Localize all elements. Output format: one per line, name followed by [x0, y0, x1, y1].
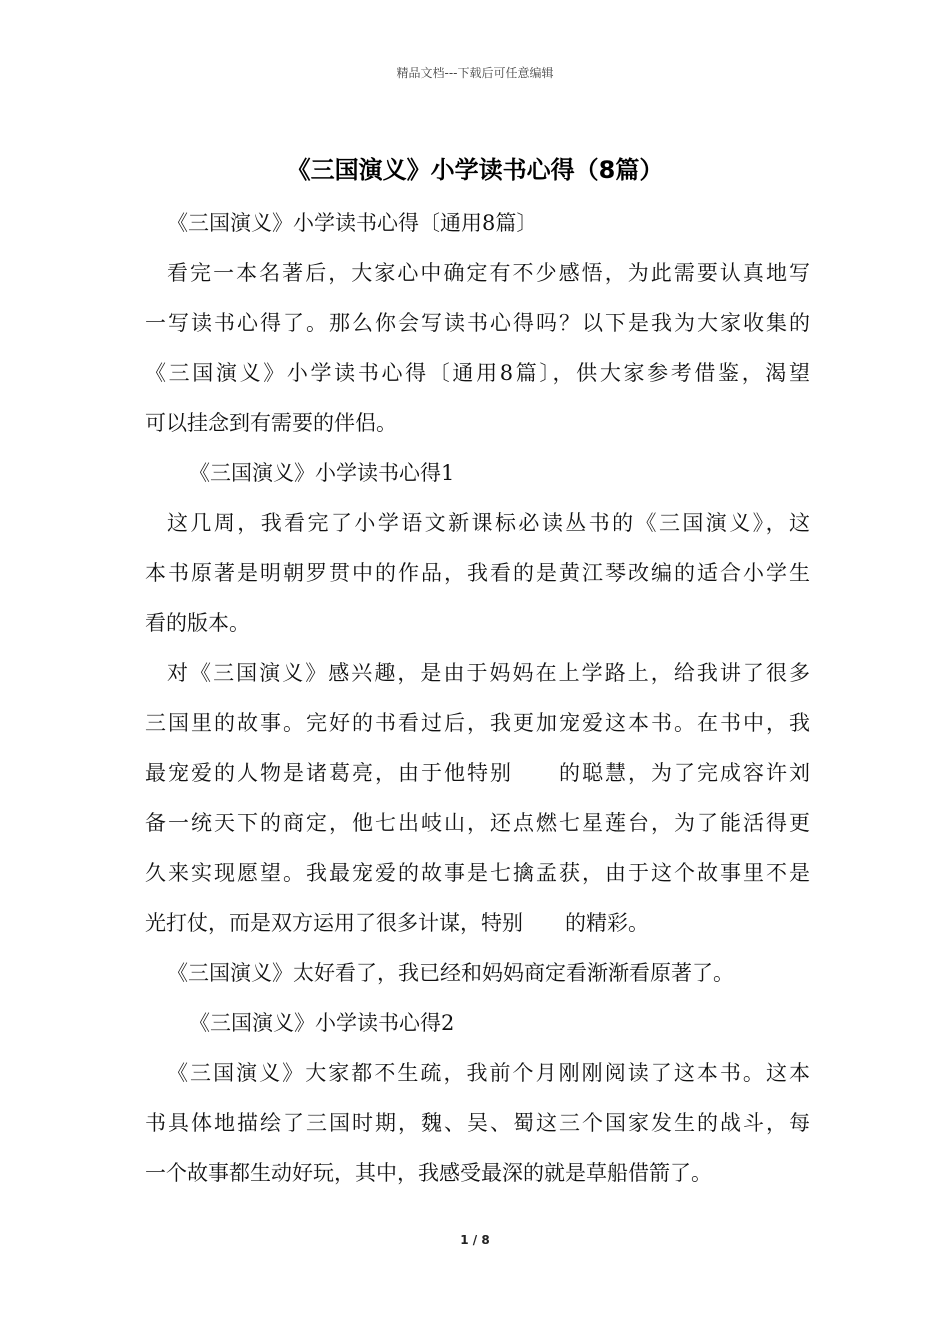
paragraph-line: 对《三国演义》感兴趣，是由于妈妈在上学路上，给我讲了很多 — [167, 661, 810, 685]
paragraph-line: 久来实现愿望。我最宠爱的故事是七擒孟获，由于这个故事里不是 — [145, 861, 810, 885]
paragraph-line: 备一统天下的商定，他七出岐山，还点燃七星莲台，为了能活得更 — [145, 811, 810, 835]
section-heading-2: 《三国演义》小学读书心得2 — [189, 1011, 455, 1035]
paragraph-line: 一个故事都生动好玩，其中，我感受最深的就是草船借箭了。 — [145, 1161, 712, 1185]
paragraph-line: 光打仗，而是双方运用了很多计谋，特别 的精彩。 — [145, 911, 649, 935]
intro-line: 一写读书心得了。那么你会写读书心得吗？以下是我为大家收集的 — [145, 311, 810, 335]
paragraph-line: 《三国演义》太好看了，我已经和妈妈商定看渐渐看原著了。 — [167, 961, 734, 985]
paragraph-line: 三国里的故事。完好的书看过后，我更加宠爱这本书。在书中，我 — [145, 711, 810, 735]
subtitle: 《三国演义》小学读书心得〔通用8篇〕 — [167, 211, 538, 235]
section-heading-1: 《三国演义》小学读书心得1 — [189, 461, 455, 485]
page-header: 精品文档---下载后可任意编辑 — [396, 66, 554, 80]
intro-line: 《三国演义》小学读书心得〔通用8篇〕，供大家参考借鉴，渴望 — [145, 361, 810, 385]
paragraph-line: 这几周，我看完了小学语文新课标必读丛书的《三国演义》，这 — [167, 511, 810, 535]
intro-line: 看完一本名著后，大家心中确定有不少感悟，为此需要认真地写 — [167, 261, 810, 285]
intro-line: 可以挂念到有需要的伴侣。 — [145, 411, 397, 435]
paragraph-line: 《三国演义》大家都不生疏，我前个月刚刚阅读了这本书。这本 — [167, 1061, 810, 1085]
paragraph-line: 看的版本。 — [145, 611, 250, 635]
document-title: 《三国演义》小学读书心得（8篇） — [286, 156, 664, 184]
paragraph-line: 最宠爱的人物是诸葛亮，由于他特别 的聪慧，为了完成容许刘 — [145, 761, 810, 785]
paragraph-line: 书具体地描绘了三国时期，魏、吴、蜀这三个国家发生的战斗，每 — [145, 1111, 810, 1135]
page-number: 1 / 8 — [460, 1233, 490, 1247]
paragraph-line: 本书原著是明朝罗贯中的作品，我看的是黄江琴改编的适合小学生 — [145, 561, 810, 585]
document-body — [145, 198, 810, 1198]
